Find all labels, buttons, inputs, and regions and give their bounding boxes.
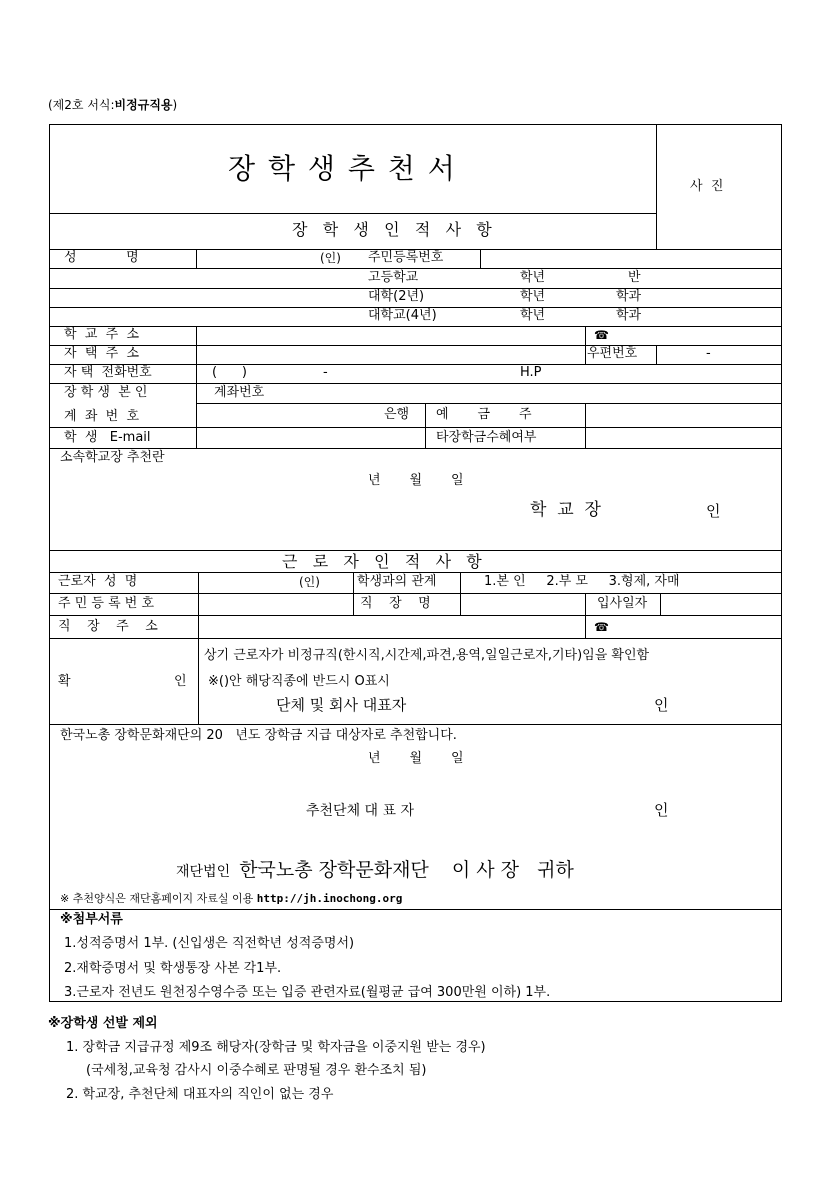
attachment-item: 2.재학증명서 및 학생통장 사본 각1부. [64,961,282,976]
bank-label: 은행 [384,407,410,422]
section-student-info: 장 학 생 인 적 사 항 [292,220,492,239]
attachment-item: 1.성적증명서 1부. (신입생은 직전학년 성적증명서) [64,936,355,951]
dept-label: 학과 [616,308,642,323]
area-code-paren: ( ) [212,365,247,380]
form-code-prefix: (제2호 서식: [48,98,115,112]
school-type: 고등학교 [368,270,419,285]
recommend-statement: 한국노총 장학문화재단의 20 년도 장학금 지급 대상자로 추천합니다. [60,728,457,743]
dept-label: 학과 [616,289,642,304]
company-rep-label: 단체 및 회사 대표자 [276,696,407,714]
attachments-title: ※첨부서류 [60,912,123,927]
foundation-prefix: 재단법인 [176,864,231,880]
work-address-label: 직 장 주 소 [58,619,158,634]
principal-label: 학 교 장 [530,500,601,520]
grade-label: 학년 [520,289,546,304]
account-number-label: 계 좌 번 호 [64,409,140,424]
form-code-close: ) [172,98,178,112]
recommend-date: 년 월 일 [368,473,464,488]
school-address-label: 학 교 주 소 [64,327,140,342]
school-type: 대학(2년) [368,289,425,304]
chairman-label: 이 사 장 귀하 [451,859,574,881]
foundation-name: 한국노총 장학문화재단 [239,859,429,881]
class-label: 반 [628,270,641,285]
principal-recommend-label: 소속학교장 추천란 [60,450,165,465]
confirm-instruction: ※()안 해당직종에 반드시 O표시 [208,674,390,689]
worker-name-label: 근로자 성 명 [58,574,138,589]
relation-label: 학생과의 관계 [357,574,437,589]
exclusion-item: 2. 학교장, 추천단체 대표자의 직인이 없는 경우 [66,1087,334,1102]
student-rrn-label: 주민등록번호 [368,250,444,265]
worker-rrn-label: 주 민 등 록 번 호 [58,596,155,611]
grade-label: 학년 [520,308,546,323]
student-email-label: 학 생 E-mail [64,430,151,445]
zip-dash: - [706,346,711,361]
confirm-label-right: 인 [174,674,187,689]
company-name-label: 직 장 명 [360,596,431,611]
mobile-label: H.P [520,365,542,380]
photo-area[interactable]: 사 진 [690,179,724,194]
relation-options[interactable]: 1.본 인 2.부 모 3.형제, 자매 [484,574,680,589]
attachment-item: 3.근로자 전년도 원천징수영수증 또는 입증 관련자료(월평균 급여 300만원 이하) 1부. [64,985,551,1000]
homepage-link[interactable]: http://jh.inochong.org [256,892,403,905]
grade-label: 학년 [520,270,546,285]
phone-icon: ☎ [594,620,609,634]
form-code [48,99,177,111]
org-date: 년 월 일 [368,751,464,766]
company-rep-seal: 인 [654,696,669,714]
home-phone-label: 자 택 전화번호 [64,365,152,380]
exclusion-item: 1. 장학금 지급규정 제9조 해당자(장학금 및 학자금을 이중지원 받는 경우) [66,1040,486,1055]
org-rep-seal: 인 [654,801,669,819]
student-name-label: 성 명 [64,250,139,265]
phone-dash: - [323,365,328,380]
account-number-caption: 계좌번호 [214,385,265,400]
worker-seal: (인) [299,575,320,589]
exclusion-item-note: (국세청,교육청 감사시 이중수혜로 판명될 경우 환수조치 됨) [86,1063,427,1078]
home-address-label: 자 택 주 소 [64,346,140,361]
student-self-label: 장 학 생 본 인 [64,385,148,400]
principal-seal: 인 [706,502,721,520]
section-worker-info: 근 로 자 인 적 사 항 [282,552,482,571]
confirm-label-left: 확 [58,674,71,689]
form-source-note [60,893,402,904]
exclusion-title: ※장학생 선발 제외 [48,1016,158,1031]
note-text: ※ 추천양식은 재단홈페이지 자료실 이용 [60,892,254,905]
phone-icon: ☎ [594,328,609,342]
org-rep-label: 추천단체 대 표 자 [306,803,415,819]
zip-code-label: 우편번호 [587,346,638,361]
form-title: 장 학 생 추 천 서 [228,152,457,185]
confirm-statement: 상기 근로자가 비정규직(한시직,시간제,파견,용역,일일근로자,기타)임을 확인함 [204,648,650,663]
form-code-type: 비정규직용 [114,98,173,112]
student-seal: (인) [320,251,341,265]
foundation-addressee [176,861,574,880]
account-holder-label: 예 금 주 [436,407,532,422]
other-scholarship-label: 타장학금수혜여부 [436,430,537,445]
school-type: 대학교(4년) [368,308,437,323]
join-date-label: 입사일자 [597,596,648,611]
